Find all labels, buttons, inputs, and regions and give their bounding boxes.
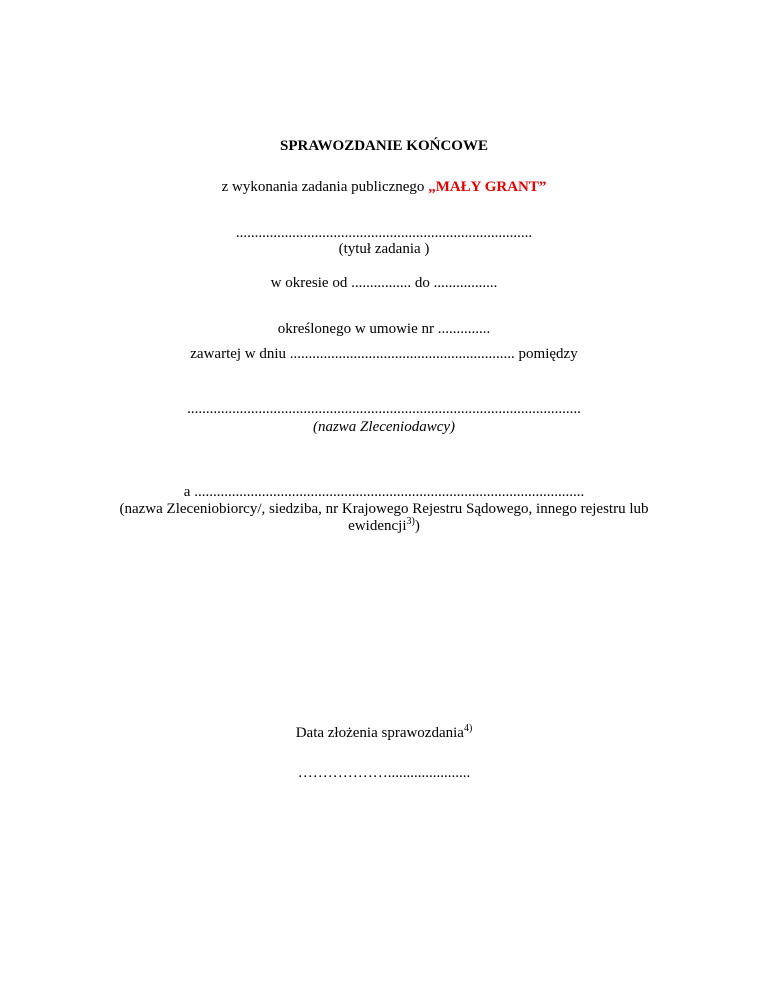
submission-date-field: ………………......................: [297, 765, 471, 781]
submission-label-text: Data złożenia sprawozdania: [295, 725, 464, 741]
document-title: SPRAWOZDANIE KOŃCOWE: [280, 138, 488, 154]
submission-date-label: [0, 724, 768, 742]
task-title-label: (tytuł zadania ): [338, 241, 430, 257]
footnote-ref-3: 3): [406, 516, 415, 527]
footnote-ref-4: 4): [463, 723, 473, 734]
contractee-label-close: ): [414, 518, 420, 534]
contractor-label: (nazwa Zleceniodawcy): [312, 419, 456, 435]
task-title-field: ...............................................................................: [235, 225, 533, 241]
contract-date-field: zawartej w dniu ............................................................ pomiędzy: [190, 346, 578, 362]
contract-number-field: określonego w umowie nr ..............: [277, 321, 491, 337]
grant-name: „MAŁY GRANT”: [428, 179, 547, 195]
document-subtitle: [0, 178, 768, 196]
contractor-field: .........................................................................................................: [187, 401, 581, 417]
period-field: w okresie od ................ do .................: [270, 275, 498, 291]
contractee-label-text: ewidencji: [348, 518, 407, 534]
contractee-label: (nazwa Zleceniobiorcy/, siedziba, nr Krajowego Rejestru Sądowego, innego rejestru lub: [119, 501, 649, 517]
contractee-label-continued: [0, 517, 768, 535]
subtitle-prefix: z wykonania zadania publicznego: [221, 179, 429, 195]
contractee-field: a ........................................................................................................: [183, 484, 585, 500]
